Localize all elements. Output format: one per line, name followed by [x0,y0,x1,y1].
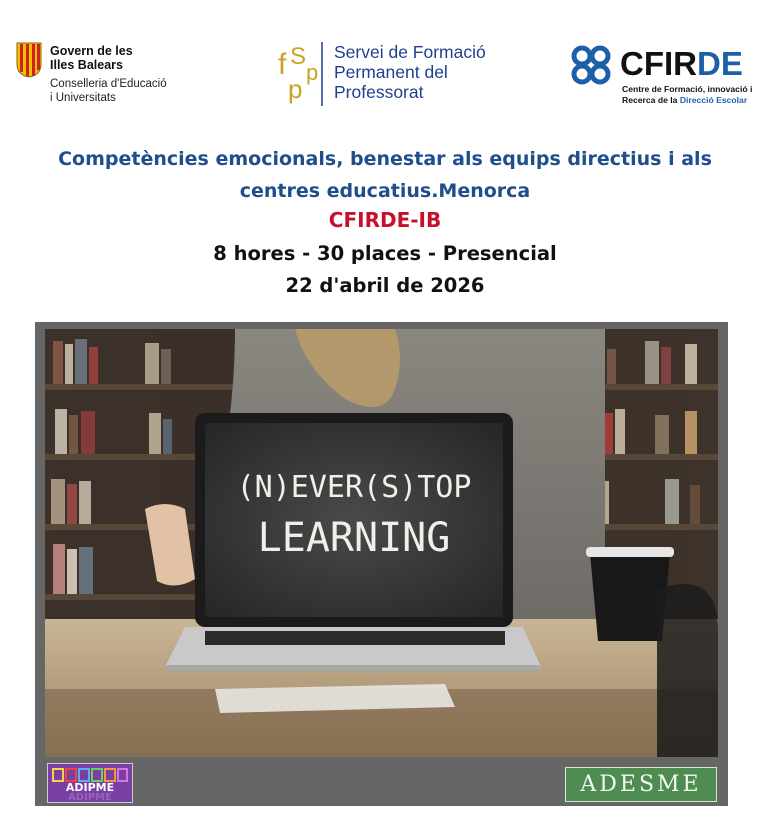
sfpp-logo [276,40,496,110]
balearic-shield-icon [16,42,42,78]
course-organizer: CFIRDE-IB [328,208,442,232]
course-date: 22 d'abril de 2026 [285,274,485,297]
screen-text-line2: LEARNING [257,515,451,561]
photo-illustration [45,329,718,757]
govern-line1: Govern de les [50,44,133,58]
adesme-logo [565,767,717,802]
govern-line3: Conselleria d'Educació [50,78,167,90]
cfirde-name-main: CFIR [620,45,697,82]
course-title-line2: centres educatius.Menorca [239,180,531,202]
chair-back [657,584,718,757]
govern-line4: i Universitats [50,92,116,104]
cfirde-subtitle2-accent: Direcció Escolar [679,95,748,105]
sfpp-line1: Servei de Formació [334,42,486,62]
cfirde-subtitle2 [622,95,747,105]
screen-text-line1: (N)EVER(S)TOP [236,470,472,505]
cfirde-subtitle2-prefix: Recerca de la [622,95,680,105]
cfirde-logo [570,44,753,110]
govern-illes-balears-logo [16,42,186,108]
cfirde-name-accent: DE [697,45,743,82]
govern-line2: Illes Balears [50,58,123,72]
sfpp-line3: Professorat [334,82,424,102]
photo-frame [35,322,728,806]
adipme-logo [47,763,133,803]
course-details: 8 hores - 30 places - Presencial [213,242,557,265]
svg-text:p: p [306,60,319,85]
fsp-monogram-icon [276,40,324,108]
sfpp-line2: Permanent del [334,62,448,82]
cfirde-subtitle1: Centre de Formació, innovació i [622,84,753,94]
adesme-label: ADESME [580,772,702,797]
adipme-label: ADIPME [65,781,115,794]
svg-text:S: S [290,43,307,70]
svg-text:f: f [278,48,287,81]
adipme-label-reflection: ADIPME [68,792,112,803]
photo-frames-icon [52,768,128,782]
svg-text:p: p [288,74,303,104]
course-title-line1: Competències emocionals, benestar als equips directius i als [58,148,712,170]
cfirde-rings-icon [570,44,614,88]
cfirde-name [620,45,743,83]
laptop-keyboard [205,631,505,645]
laptop-learning-photo [45,329,718,757]
